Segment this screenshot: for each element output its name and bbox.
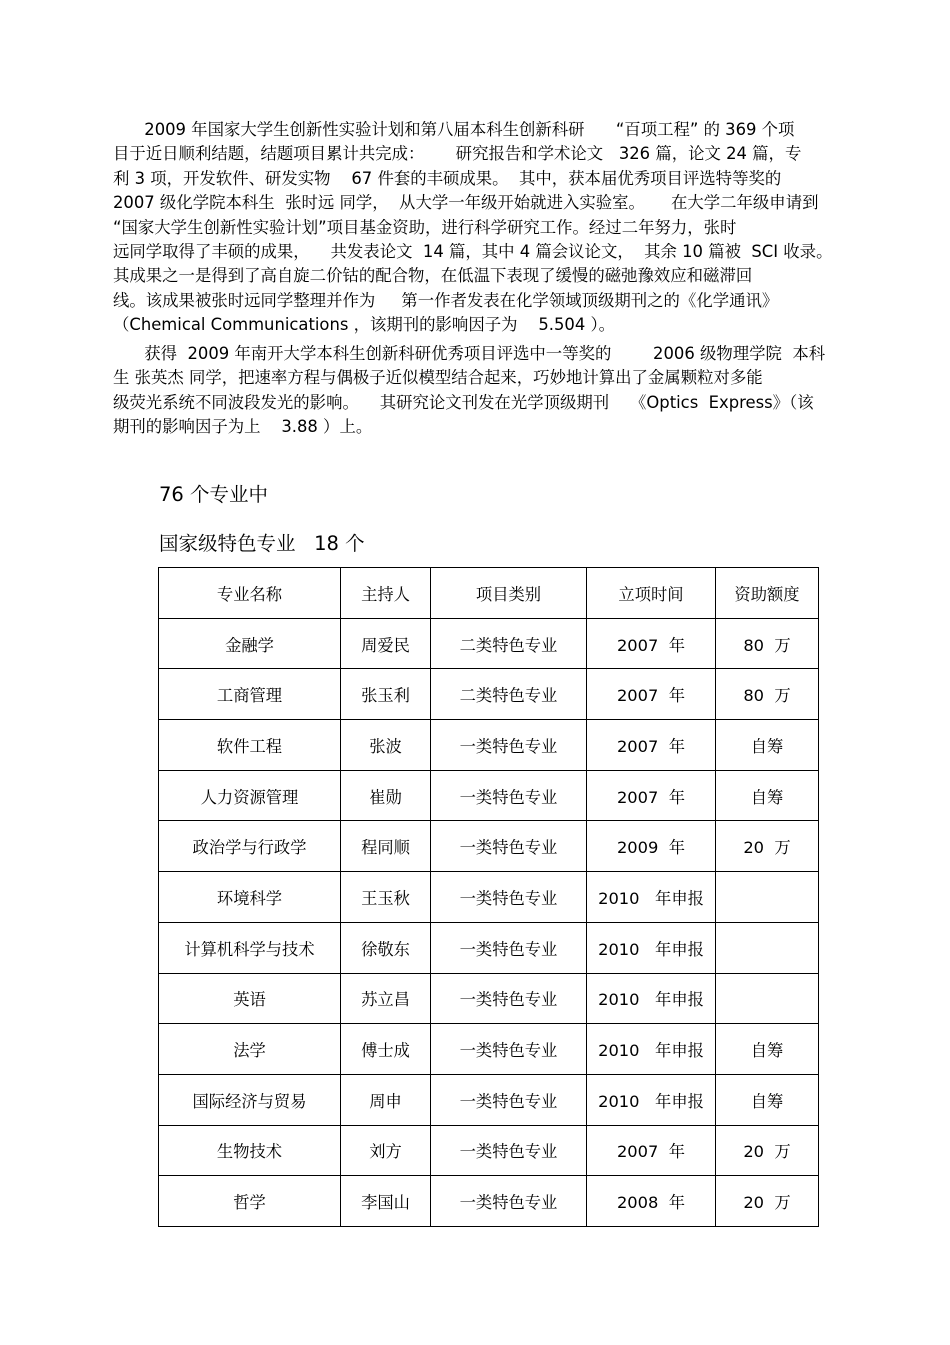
cell-category: 一类特色专业 (431, 973, 587, 1024)
cell-major: 哲学 (159, 1176, 341, 1227)
cell-host: 苏立昌 (341, 973, 431, 1024)
table-row (159, 821, 819, 872)
majors-table (158, 567, 819, 1227)
paragraph-line: 其成果之一是得到了高自旋二价钴的配合物，在低温下表现了缓慢的磁弛豫效应和磁滞回 (113, 266, 753, 286)
cell-category: 一类特色专业 (431, 720, 587, 771)
column-header-major: 专业名称 (159, 568, 341, 619)
column-header-category: 项目类别 (431, 568, 587, 619)
cell-major: 政治学与行政学 (159, 821, 341, 872)
paragraph-line: 2009 年国家大学生创新性实验计划和第八届本科生创新科研 “百项工程” 的 369 个项 (113, 120, 795, 139)
cell-host: 周爱民 (341, 618, 431, 669)
cell-funding: 80 万 (716, 618, 819, 669)
paragraph-line: 获得 2009 年南开大学本科生创新科研优秀项目评选中一等奖的 2006 级物理学院 本科 (113, 344, 826, 363)
cell-host: 李国山 (341, 1176, 431, 1227)
cell-funding: 20 万 (716, 821, 819, 872)
cell-funding: 自筹 (716, 770, 819, 821)
cell-date: 2007 年 (587, 1125, 716, 1176)
cell-date: 2007 年 (587, 770, 716, 821)
cell-host: 王玉秋 (341, 872, 431, 923)
cell-funding (716, 872, 819, 923)
table-row (159, 720, 819, 771)
cell-date: 2008 年 (587, 1176, 716, 1227)
table-row (159, 1024, 819, 1075)
paragraph-line: “国家大学生创新性实验计划”项目基金资助，进行科学研究工作。经过二年努力，张时 (113, 217, 737, 237)
cell-funding: 自筹 (716, 1024, 819, 1075)
cell-category: 一类特色专业 (431, 1074, 587, 1125)
table-row (159, 1176, 819, 1227)
cell-category: 一类特色专业 (431, 1176, 587, 1227)
cell-major: 国际经济与贸易 (159, 1074, 341, 1125)
cell-funding (716, 922, 819, 973)
second-paragraph (113, 342, 865, 440)
cell-date: 2010 年申报 (587, 872, 716, 923)
cell-major: 计算机科学与技术 (159, 922, 341, 973)
paragraph-line: 2007 级化学院本科生 张时远 同学， 从大学一年级开始就进入实验室。 在大学二年级申请到 (113, 193, 819, 213)
cell-category: 一类特色专业 (431, 872, 587, 923)
column-header-host: 主持人 (341, 568, 431, 619)
cell-major: 金融学 (159, 618, 341, 669)
cell-host: 程同顺 (341, 821, 431, 872)
paragraph-line: 线。该成果被张时远同学整理并作为 第一作者发表在化学领域顶级期刊之的《化学通讯》 (113, 290, 779, 310)
cell-category: 一类特色专业 (431, 1125, 587, 1176)
table-row (159, 618, 819, 669)
cell-host: 周申 (341, 1074, 431, 1125)
paragraph-line: 利 3 项，开发软件、研发实物 67 件套的丰硕成果。 其中，获本届优秀项目评选特等奖的 (113, 168, 782, 188)
paragraph-line: 生 张英杰 同学，把速率方程与偶极子近似模型结合起来，巧妙地计算出了金属颗粒对多能 (113, 368, 763, 388)
cell-date: 2010 年申报 (587, 1074, 716, 1125)
cell-category: 一类特色专业 (431, 770, 587, 821)
cell-funding: 20 万 (716, 1176, 819, 1227)
cell-funding: 自筹 (716, 1074, 819, 1125)
cell-date: 2009 年 (587, 821, 716, 872)
table-row (159, 922, 819, 973)
cell-host: 傅士成 (341, 1024, 431, 1075)
cell-date: 2007 年 (587, 618, 716, 669)
table-row (159, 770, 819, 821)
table-row (159, 1074, 819, 1125)
table-header-row (159, 568, 819, 619)
cell-date: 2007 年 (587, 720, 716, 771)
cell-funding: 20 万 (716, 1125, 819, 1176)
cell-category: 二类特色专业 (431, 669, 587, 720)
cell-funding (716, 973, 819, 1024)
cell-date: 2010 年申报 (587, 973, 716, 1024)
cell-host: 刘方 (341, 1125, 431, 1176)
table-row (159, 872, 819, 923)
cell-host: 张波 (341, 720, 431, 771)
table-row (159, 973, 819, 1024)
cell-major: 法学 (159, 1024, 341, 1075)
cell-category: 一类特色专业 (431, 1024, 587, 1075)
paragraph-line: 期刊的影响因子为上 3.88 ）上。 (113, 417, 373, 437)
table-row (159, 1125, 819, 1176)
national-majors-heading: 国家级特色专业 18 个 (159, 532, 365, 555)
cell-major: 英语 (159, 973, 341, 1024)
cell-date: 2010 年申报 (587, 1024, 716, 1075)
cell-category: 二类特色专业 (431, 618, 587, 669)
majors-count-heading: 76 个专业中 (159, 483, 269, 506)
paragraph-line: （Chemical Communications ，该期刊的影响因子为 5.504 ）。 (113, 315, 616, 335)
cell-host: 张玉利 (341, 669, 431, 720)
table-row (159, 669, 819, 720)
cell-major: 人力资源管理 (159, 770, 341, 821)
intro-paragraph (113, 118, 865, 338)
cell-funding: 80 万 (716, 669, 819, 720)
paragraph-line: 级荧光系统不同波段发光的影响。 其研究论文刊发在光学顶级期刊 《Optics Express》（该 (113, 392, 814, 412)
cell-host: 徐敬东 (341, 922, 431, 973)
cell-date: 2010 年申报 (587, 922, 716, 973)
cell-funding: 自筹 (716, 720, 819, 771)
paragraph-line: 目于近日顺利结题，结题项目累计共完成： 研究报告和学术论文 326 篇，论文 24 篇，专 (113, 144, 802, 164)
cell-major: 工商管理 (159, 669, 341, 720)
cell-major: 生物技术 (159, 1125, 341, 1176)
column-header-funding: 资助额度 (716, 568, 819, 619)
cell-major: 环境科学 (159, 872, 341, 923)
paragraph-line: 远同学取得了丰硕的成果， 共发表论文 14 篇，其中 4 篇会议论文， 其余 10 篇被 SCI 收录。 (113, 242, 833, 262)
cell-date: 2007 年 (587, 669, 716, 720)
cell-category: 一类特色专业 (431, 821, 587, 872)
cell-category: 一类特色专业 (431, 922, 587, 973)
column-header-date: 立项时间 (587, 568, 716, 619)
cell-major: 软件工程 (159, 720, 341, 771)
cell-host: 崔勋 (341, 770, 431, 821)
